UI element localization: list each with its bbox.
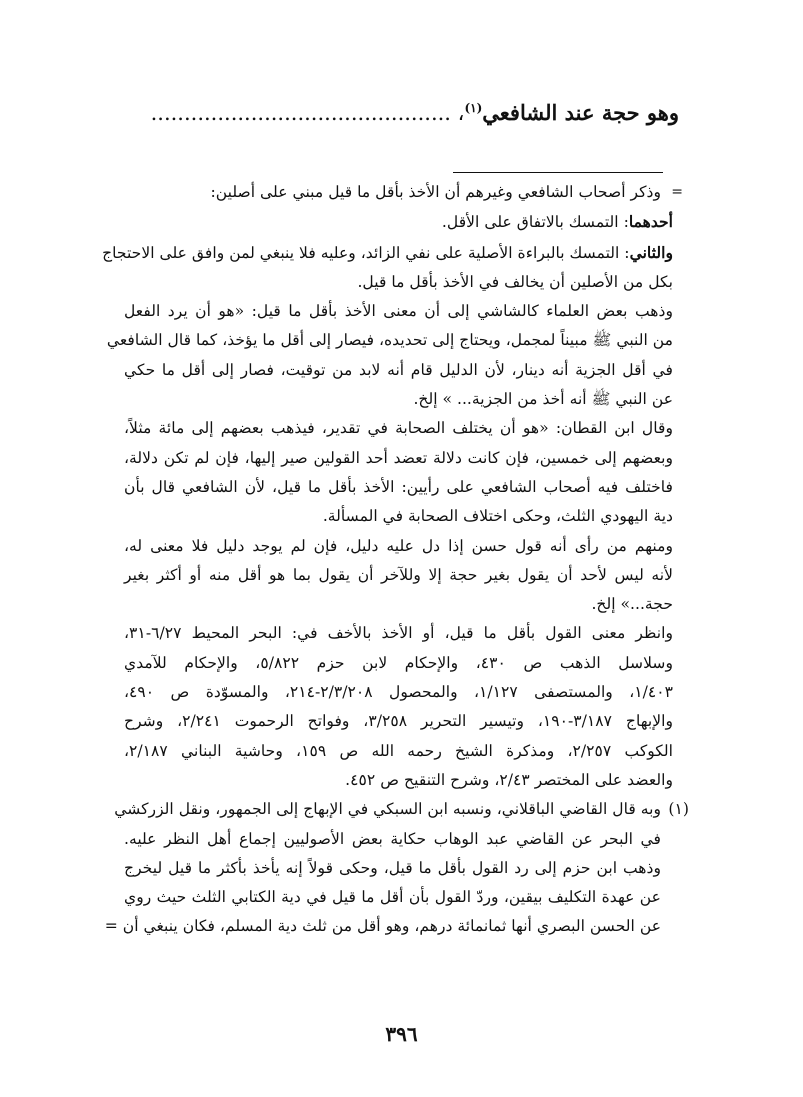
note-line: وذهب ابن حزم إلى رد القول بأقل ما قيل، وحكى قولاً إنه يأخذ بأكثر ما قيل ليخرج: [124, 858, 661, 877]
ellipsis-trail: ، .............................................: [150, 101, 465, 125]
note-line: الكوكب ٢/٢٥٧، ومذكرة الشيخ رحمه الله ص ١٥٩، وحاشية البناني ٢/١٨٧،: [124, 741, 673, 760]
note-para-2: [124, 207, 673, 237]
note-line: وسلاسل الذهب ص ٤٣٠، والإحكام لابن حزم ٥/٨٢٢، والإحكام للآمدي: [124, 653, 673, 672]
note-line: عن الحسن البصري أنها ثمانمائة درهم، وهو أقل من ثلث دية المسلم، فكان ينبغي أن =: [104, 917, 661, 936]
note-line: وذكر أصحاب الشافعي وغيرهم أن الأخذ بأقل ما قيل مبني على أصلين:: [210, 183, 661, 201]
note-line: فاختلف فيه أصحاب الشافعي على رأيين: الأخذ بأقل ما قيل، لأن الشافعي قال بأن: [124, 477, 673, 496]
footnote-number: (١): [668, 800, 689, 819]
note-line: في أقل الجزية أنه دينار، لأن الدليل قام أنه لابد من توقيت، فصار إلى أقل ما حكي: [124, 360, 673, 379]
note-para-5: [124, 414, 673, 531]
note-para-1: [124, 178, 683, 207]
note-line: عن عهدة التكليف بيقين، وردّ القول بأن أقل ما قيل في دية الكتابي الثلث حيث روي: [124, 888, 661, 907]
footnote-1: [104, 795, 689, 941]
note-line: وبعضهم إلى خمسين، فإن كانت دلالة تعضد أحد القولين صير إليها، فإن لم تكن دلالة،: [124, 448, 673, 467]
note-line: وقال ابن القطان: «هو أن يختلف الصحابة في تقدير، فيذهب بعضهم إلى مائة مثلاً،: [124, 419, 673, 438]
page-number: ٣٩٦: [385, 1022, 418, 1046]
note-para-4: [106, 297, 673, 414]
note-line: دية اليهودي الثلث، وحكى اختلاف الصحابة في المسألة.: [322, 507, 673, 526]
note-line: وبه قال القاضي الباقلاني، ونسبه ابن السبكي في الإبهاج إلى الجمهور، ونقل الزركشي: [114, 800, 661, 819]
footnotes: [102, 178, 689, 942]
note-line: من النبي ﷺ مبيناً لمجمل، ويحتاج إلى تحديده، فيصار إلى أقل ما يؤخذ، كما قال الشافعي: [106, 331, 673, 350]
note-line: بكل من الأصلين أن يخالف في الأخذ بأقل ما قيل.: [357, 272, 673, 291]
note-line: والإبهاج ٣/١٨٧-١٩٠، وتيسير التحرير ٣/٢٥٨، وفواتح الرحموت ٢/٢٤١، وشرح: [124, 712, 673, 731]
label-first: أحدهما: [628, 212, 673, 232]
note-para-7: [124, 619, 673, 795]
label-second: والثاني: [629, 242, 673, 262]
note-para-6: [124, 532, 673, 620]
note-line: حجة...» إلخ.: [591, 595, 673, 614]
note-line: : التمسك بالاتفاق على الأقل.: [441, 213, 629, 232]
main-text-line: [134, 100, 679, 125]
note-line: ١/٤٠٣، والمستصفى ١/١٢٧، والمحصول ٢/٣/٢٠٨-٢١٤، والمسوّدة ص ٤٩٠،: [124, 683, 673, 702]
note-line: عن النبي ﷺ أنه أخذ من الجزية... » إلخ.: [413, 390, 673, 409]
note-line: في البحر عن القاضي عبد الوهاب حكاية بعض الأصوليين إجماع أهل النظر عليه.: [124, 829, 661, 848]
note-line: لأنه ليس لأحد أن يقول بغير حجة إلا وللآخر أن يقول بما هو أقل منه أو أكثر بغير: [124, 565, 673, 584]
main-text: وهو حجة عند الشافعي: [482, 100, 679, 125]
note-line: والعضد على المختصر ٢/٤٣، وشرح التنقيح ص ٤٥٢.: [345, 770, 673, 789]
note-line: : التمسك بالبراءة الأصلية على نفي الزائد، وعليه فلا ينبغي لمن وافق على الاحتجاج: [102, 243, 630, 262]
note-line: وانظر معنى القول بأقل ما قيل، أو الأخذ بالأخف في: البحر المحيط ٦/٢٧-٣١،: [124, 624, 673, 643]
note-line: وذهب بعض العلماء كالشاشي إلى أن معنى الأخذ بأقل ما قيل: «هو أن يرد الفعل: [124, 302, 673, 321]
footnote-reference[interactable]: (١): [464, 101, 483, 115]
footnote-separator: [453, 172, 663, 173]
note-para-3: [102, 238, 673, 298]
note-line: ومنهم من رأى أنه قول حسن إذا دل عليه دليل، فإن لم يوجد دليل فلا معنى له،: [124, 536, 673, 555]
continuation-mark: =: [671, 184, 683, 200]
